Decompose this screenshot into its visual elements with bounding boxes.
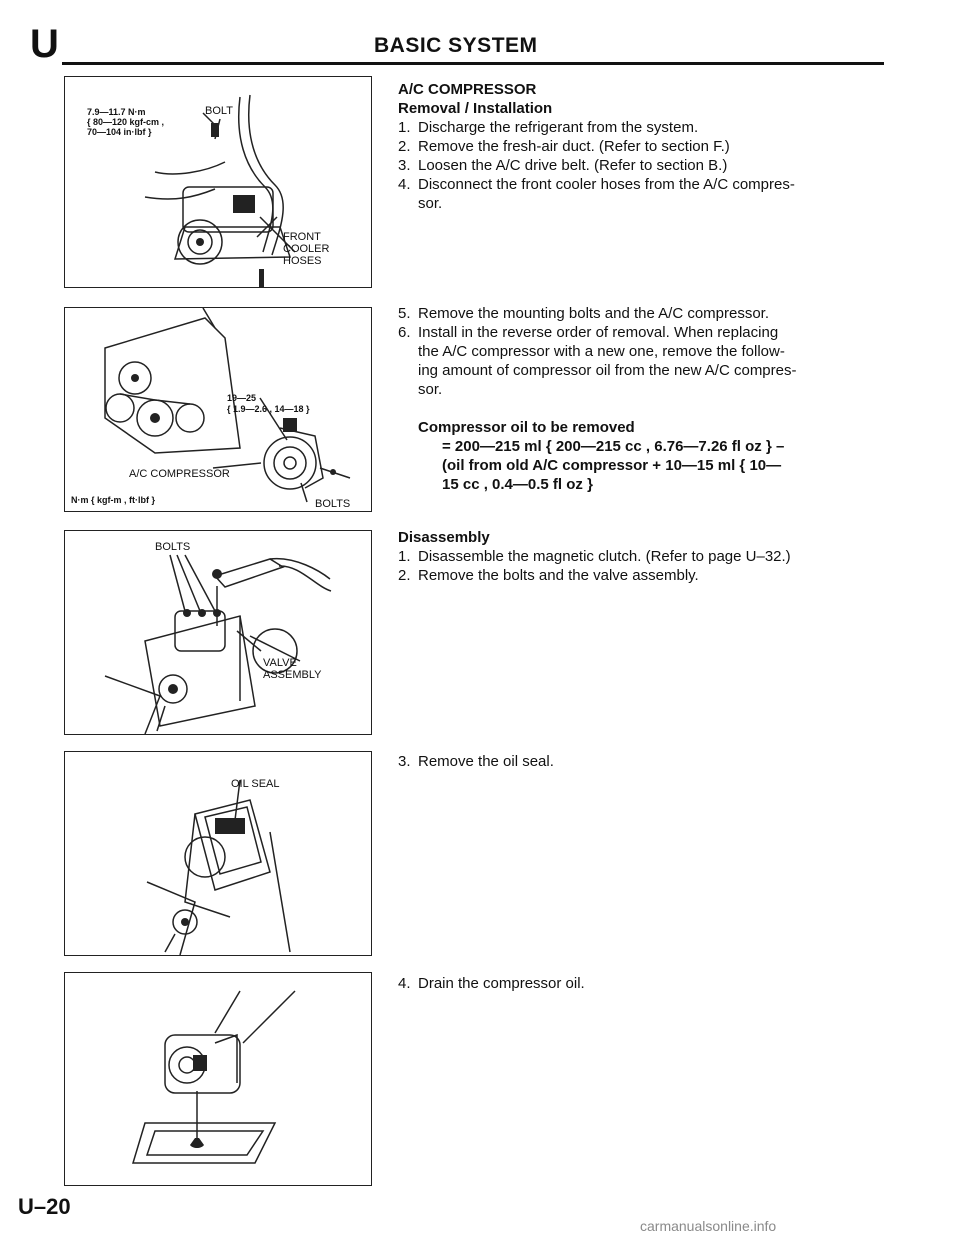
oil-note-line: 15 cc , 0.4—0.5 fl oz } [442,476,593,493]
step-text: Disassemble the magnetic clutch. (Refer to page U–32.) [418,548,791,565]
step-text: Disconnect the front cooler hoses from the A/C compres- [418,176,795,193]
hoses-label-line3: HOSES [283,255,322,267]
list-item [398,566,898,585]
step-number: 3. [398,753,411,770]
step-text: Loosen the A/C drive belt. (Refer to section B.) [418,157,728,174]
torque-spec-line3: 70—104 in·lbf } [87,127,152,137]
list-item [398,323,898,399]
list-item [398,118,898,137]
figure-oil-seal [64,751,372,956]
installation-section [398,304,898,494]
compressor-label: A/C COMPRESSOR [129,468,230,480]
figure-drain-oil [64,972,372,1186]
list-item [398,547,898,566]
oil-seal-step [398,752,898,771]
step-number: 1. [398,548,411,565]
step-text: the A/C compressor with a new one, remove the follow- [418,343,785,360]
page-title: BASIC SYSTEM [374,34,538,57]
step-number: 2. [398,138,411,155]
section-heading: A/C COMPRESSOR [398,81,537,98]
bolts-label: BOLTS [315,498,351,510]
torque-spec-line2: { 1.9—2.6 , 14—18 } [227,404,310,414]
hoses-label-line2: COOLER [283,243,330,255]
units-label: N·m { kgf-m , ft·lbf } [71,495,155,505]
step-number: 4. [398,176,411,193]
figure-valve-assembly [64,530,372,735]
list-item [398,156,898,175]
step-text: sor. [418,381,443,398]
section-subheading: Removal / Installation [398,100,553,117]
step-number: 5. [398,305,411,322]
step-text: Install in the reverse order of removal. When replacing [418,324,779,341]
oil-note-title: Compressor oil to be removed [418,419,635,436]
list-item [398,137,898,156]
page-number: U–20 [18,1194,71,1219]
drain-oil-step [398,974,898,993]
oil-note-line: = 200—215 ml { 200—215 cc , 6.76—7.26 fl oz } – [442,438,785,455]
drain-oil-illustration [65,973,371,1185]
step-text: Remove the mounting bolts and the A/C compressor. [418,305,770,322]
hoses-label-line1: FRONT [283,231,321,243]
step-text: Remove the fresh-air duct. (Refer to section F.) [418,138,730,155]
step-number: 3. [398,157,411,174]
oil-note-line: (oil from old A/C compressor + 10—15 ml { 10— [442,457,782,474]
bolt-label: BOLT [205,105,233,117]
step-number: 1. [398,119,411,136]
valve-label-line1: VALVE [263,657,297,669]
step-text: sor. [418,195,443,212]
figure-cooler-hoses [64,76,372,288]
valve-assembly-illustration [65,531,371,734]
list-item [398,175,898,213]
step-text: ing amount of compressor oil from the new A/C compres- [418,362,797,379]
engine-compressor-illustration [65,308,371,511]
oil-seal-label: OIL SEAL [231,778,280,790]
watermark: carmanualsonline.info [640,1218,777,1234]
torque-spec-line1: 19—25 [227,393,257,403]
torque-spec-line1: 7.9—11.7 N·m [87,107,146,117]
step-text: Drain the compressor oil. [418,975,585,992]
step-text: Remove the bolts and the valve assembly. [418,567,699,584]
step-text: Remove the oil seal. [418,753,554,770]
disassembly-heading: Disassembly [398,529,490,546]
step-number: 4. [398,975,411,992]
figure-compressor-mounting [64,307,372,512]
header-rule [62,62,884,65]
disassembly-section [398,528,898,585]
step-text: Discharge the refrigerant from the system. [418,119,699,136]
bolts-label: BOLTS [155,541,191,553]
torque-spec-line2: { 80—120 kgf-cm , [87,117,165,127]
list-item [398,974,898,993]
list-item [398,304,898,323]
list-item [398,752,898,771]
step-number: 6. [398,324,411,341]
valve-label-line2: ASSEMBLY [263,669,322,681]
removal-section [398,80,898,213]
oil-seal-illustration [65,752,371,955]
section-letter: U [30,22,59,66]
step-number: 2. [398,567,411,584]
